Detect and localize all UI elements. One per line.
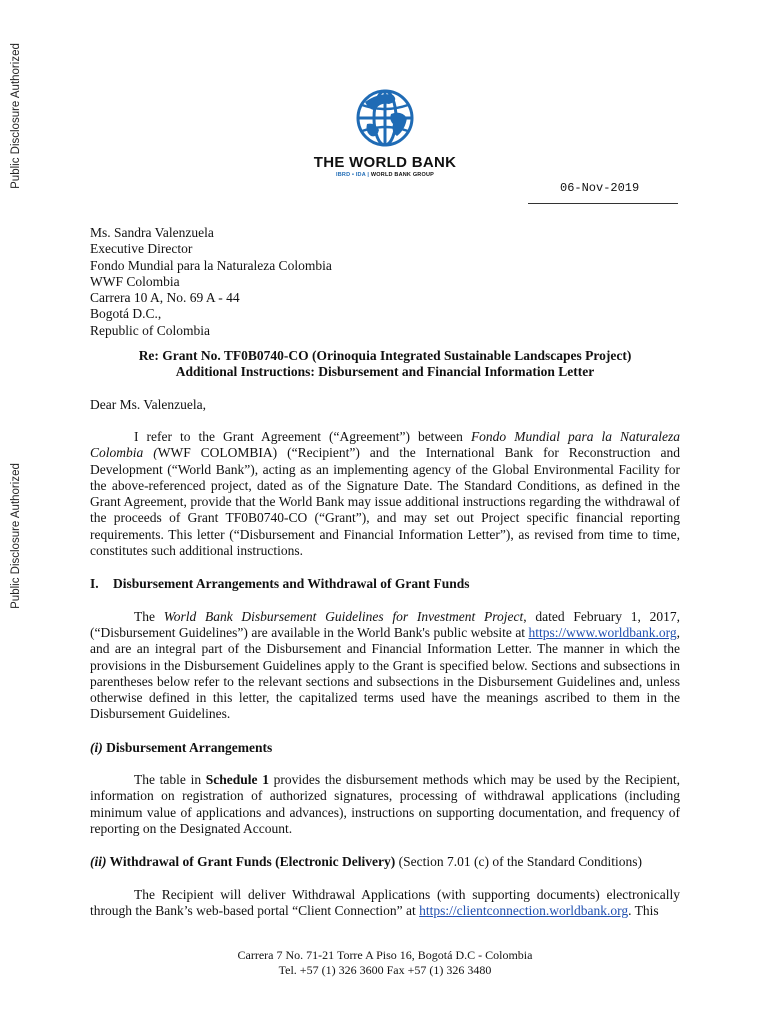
logo-group: WORLD BANK GROUP: [370, 172, 434, 178]
address-line: Bogotá D.C.,: [90, 306, 162, 322]
address-line: Carrera 10 A, No. 69 A - 44: [90, 290, 240, 306]
guidelines-paragraph: The World Bank Disbursement Guidelines for Investment Project, dated February 1, 2017, (“Disbursement Guidelines”) are available in the World Bank's public website at https://www.worldbank.org, and are an integral part of the Disbursement and Financial Information Letter. The manner in which the provisions in the Disbursement Guidelines apply to the Grant is specified below. Sections and subsections in parentheses below refer to the relevant sections and subsections in the Disbursement Guidelines and, unless otherwise defined in this letter, the capitalized terms used have the meanings ascribed to them in the Disbursement Guidelines.: [90, 608, 681, 722]
logo-ibrd-ida: IBRD • IDA: [336, 172, 366, 178]
recipient-address: [90, 225, 680, 339]
address-line: WWF Colombia: [90, 273, 180, 289]
section-number: I.: [90, 576, 99, 592]
globe-icon: [355, 88, 415, 148]
page-footer: [0, 948, 770, 978]
recipient-name-italic: Fondo Mundial para la Naturaleza Colombia (: [90, 428, 680, 461]
subsection-heading: [90, 740, 680, 756]
disclosure-stamp-top: [9, 16, 23, 216]
letter-body: [90, 225, 680, 919]
logo-subtitle: [313, 172, 457, 178]
logo-wordmark: THE WORLD BANK: [313, 154, 457, 171]
subsection-heading: [90, 854, 680, 870]
footer-address: Carrera 7 No. 71-21 Torre A Piso 16, Bogotá D.C - Colombia: [237, 948, 533, 962]
arrangements-paragraph: The table in Schedule 1 provides the disbursement methods which may be used by the Recipient, information on registration of authorized signatures, processing of withdrawal applications (including minimum value of applications and advances), instructions on supporting documentation, and frequency of reporting on the Designated Account.: [90, 772, 680, 836]
subsection-title: Withdrawal of Grant Funds (Electronic Delivery): [109, 854, 396, 870]
section-heading: [90, 576, 680, 592]
address-line: Executive Director: [90, 241, 193, 257]
schedule-reference: Schedule 1: [205, 772, 269, 788]
letter-date: 06-Nov-2019: [560, 181, 640, 195]
disclosure-stamp-text: Public Disclosure Authorized: [10, 463, 22, 609]
subsection-title: Disbursement Arrangements: [106, 739, 273, 755]
disclosure-stamp-middle: [9, 436, 23, 636]
client-connection-link[interactable]: https://clientconnection.worldbank.org: [419, 902, 629, 918]
subsection-number: (ii): [90, 854, 107, 870]
world-bank-logo: [313, 88, 457, 178]
guidelines-title-italic: World Bank Disbursement Guidelines for Investment Project: [163, 608, 524, 624]
subject-line: [90, 348, 680, 381]
subsection-reference: (Section 7.01 (c) of the Standard Conditions): [395, 854, 642, 870]
subject-grant: Re: Grant No. TF0B0740-CO (Orinoquia Integrated Sustainable Landscapes Project): [138, 348, 632, 364]
address-line: Ms. Sandra Valenzuela: [90, 225, 214, 240]
worldbank-link[interactable]: https://www.worldbank.org: [528, 624, 677, 640]
address-line: Fondo Mundial para la Naturaleza Colombia: [90, 257, 332, 273]
intro-paragraph: I refer to the Grant Agreement (“Agreement”) between Fondo Mundial para la Naturaleza Colombia (WWF COLOMBIA) (“Recipient”) and the International Bank for Reconstruction and Development (“World Bank”), acting as an implementing agency of the Global Environmental Facility for the above-referenced project, dated as of the Signature Date. The Standard Conditions, as defined in the Grant Agreement, provide that the World Bank may issue additional instructions regarding the withdrawal of the proceeds of Grant TF0B0740-CO (“Grant”), and may set out Project specific financial reporting requirements. This letter (“Disbursement and Financial Information Letter”), as revised from time to time, constitutes such additional instructions.: [90, 428, 680, 559]
footer-phone: Tel. +57 (1) 326 3600 Fax +57 (1) 326 3480: [278, 963, 492, 977]
logo-separator: |: [365, 172, 371, 178]
subsection-number: (i): [90, 739, 103, 755]
disclosure-stamp-text: Public Disclosure Authorized: [10, 43, 22, 189]
subject-instructions: Additional Instructions: Disbursement and Financial Information Letter: [175, 364, 595, 380]
salutation: Dear Ms. Valenzuela,: [90, 396, 206, 412]
date-underline: [528, 203, 678, 204]
address-line: Republic of Colombia: [90, 322, 210, 338]
withdrawal-paragraph: The Recipient will deliver Withdrawal Applications (with supporting documents) electronically through the Bank’s web-based portal “Client Connection” at https://clientconnection.worldbank.org. This: [90, 886, 680, 918]
section-title: Disbursement Arrangements and Withdrawal of Grant Funds: [113, 576, 470, 592]
